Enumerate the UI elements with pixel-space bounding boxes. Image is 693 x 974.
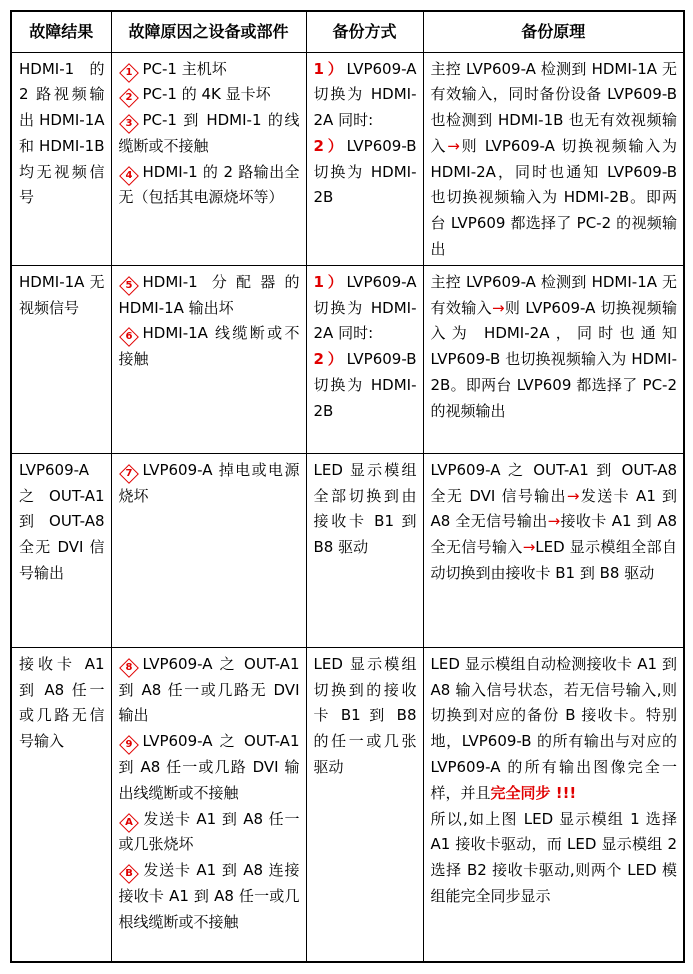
col-header-backup-method: 备份方式: [306, 11, 423, 52]
fault-result-cell: HDMI-1A 无视频信号: [11, 265, 111, 453]
table-row: [11, 647, 684, 962]
cause-item: [119, 858, 300, 935]
cause-text: PC-1 的 4K 显卡坏: [142, 85, 271, 104]
backup-method-cell: [306, 453, 423, 647]
text-segment: 则 LVP609-A 切换视频输入为 HDMI-2A，同时也通知 LVP609-B 也切换视频输入为 HDMI-2B。即两台 LVP609 都选择了 PC-2 的视频输出: [430, 136, 677, 259]
diamond-5-icon: 5: [119, 276, 139, 296]
text-segment: LED 显示模组全部自动切换到由接收卡 B1 到 B8 驱动: [430, 538, 677, 583]
fault-result-cell: HDMI-1 的 2 路视频输出 HDMI-1A 和 HDMI-1B 均无视频信号: [11, 52, 111, 265]
text-segment: LED 显示模组全部切换到由接收卡 B1 到 B8 驱动: [313, 460, 417, 557]
text-segment: 则 LVP609-A 切换视频输入为 HDMI-2A，同时也通知 LVP609-B 也切换视频输入为 HDMI-2B。即两台 LVP609 都选择了 PC-2 的视频输出: [430, 298, 677, 420]
text-segment: LVP609-B 切换为 HDMI-2B: [313, 350, 417, 420]
diamond-2-icon: 2: [119, 88, 139, 108]
highlighted-text: 1）: [313, 59, 347, 78]
diamond-7-icon: 7: [119, 464, 139, 484]
text-segment: LVP609-A 切换为 HDMI-2A 同时:: [313, 272, 417, 343]
highlighted-text: 完全同步 !!!: [490, 783, 577, 802]
fault-causes-cell: [111, 453, 306, 647]
highlighted-text: →: [447, 136, 460, 155]
diamond-1-icon: 1: [119, 63, 139, 83]
backup-principle-cell: [423, 52, 684, 265]
text-segment: 主控 LVP609-A 检测到 HDMI-1A 无有效输入，同时备份设备 LVP609-B 也检测到 HDMI-1B 也无有效视频输入: [430, 59, 677, 155]
col-header-fault-cause: 故障原因之设备或部件: [111, 11, 306, 52]
cause-text: PC-1 到 HDMI-1 的线缆断或不接触: [118, 111, 300, 155]
cause-item: [119, 270, 300, 322]
backup-principle-cell: [423, 647, 684, 962]
cause-text: PC-1 主机坏: [142, 59, 227, 78]
fault-result-cell: LVP609-A 之 OUT-A1 到 OUT-A8 全无 DVI 信号输出: [11, 453, 111, 647]
text-segment: 发送卡 A1 到 A8 全无信号输出: [430, 486, 677, 531]
cause-item: [119, 321, 300, 373]
col-header-fault-result: 故障结果: [11, 11, 111, 52]
cause-text: HDMI-1A 线缆断或不接触: [118, 324, 300, 369]
cause-text: LVP609-A 掉电或电源烧坏: [118, 460, 300, 505]
diamond-3-icon: 3: [119, 114, 139, 134]
cause-item: [119, 807, 300, 859]
text-segment: 接收卡 A1 到 A8 全无信号输入: [430, 512, 677, 557]
cause-item: [119, 458, 300, 510]
highlighted-text: →: [491, 298, 505, 317]
text-segment: 主控 LVP609-A 检测到 HDMI-1A 无有效输入: [430, 272, 677, 317]
backup-principle-cell: [423, 453, 684, 647]
table-row: [11, 52, 684, 265]
cause-item: [119, 108, 300, 160]
cause-item: [119, 160, 300, 212]
cause-text: LVP609-A 之 OUT-A1 到 A8 任一或几路 DVI 输出线缆断或不接触: [118, 732, 300, 802]
highlighted-text: 2）: [313, 136, 347, 155]
fault-backup-table: [10, 10, 685, 963]
fault-causes-cell: [111, 52, 306, 265]
cause-item: [119, 82, 300, 108]
fault-causes-cell: [111, 265, 306, 453]
cause-item: [119, 652, 300, 729]
diamond-A-icon: A: [119, 813, 139, 833]
text-segment: 所以,如上图 LED 显示模组 1 选择 A1 接收卡驱动，而 LED 显示模组 2 选择 B2 接收卡驱动,则两个 LED 模组能完全同步显示: [430, 809, 677, 906]
backup-method-cell: [306, 265, 423, 453]
cause-text: 发送卡 A1 到 A8 连接接收卡 A1 到 A8 任一或几根线缆断或不接触: [118, 861, 300, 931]
backup-method-cell: [306, 647, 423, 962]
backup-principle-cell: [423, 265, 684, 453]
table-row: [11, 453, 684, 647]
highlighted-text: →: [522, 538, 536, 557]
diamond-B-icon: B: [119, 864, 139, 884]
cause-text: HDMI-1 的 2 路输出全无（包括其电源烧坏等）: [118, 162, 300, 207]
cause-item: [119, 57, 300, 83]
cause-text: HDMI-1 分配器的 HDMI-1A 输出坏: [118, 272, 300, 317]
fault-result-cell: 接收卡 A1 到 A8 任一或几路无信号输入: [11, 647, 111, 962]
cause-text: LVP609-A 之 OUT-A1 到 A8 任一或几路无 DVI 输出: [118, 654, 300, 725]
text-segment: LVP609-A 之 OUT-A1 到 OUT-A8 全无 DVI 信号输出: [430, 460, 677, 505]
diamond-6-icon: 6: [119, 328, 139, 348]
highlighted-text: 2）: [313, 350, 347, 369]
table-body: [11, 52, 684, 962]
diamond-8-icon: 8: [119, 658, 139, 678]
highlighted-text: 1）: [313, 272, 347, 291]
fault-causes-cell: [111, 647, 306, 962]
table-row: [11, 265, 684, 453]
cause-text: 发送卡 A1 到 A8 任一或几张烧坏: [118, 809, 300, 854]
text-segment: LVP609-B 切换为 HDMI-2B: [313, 136, 417, 207]
header-row: [11, 11, 684, 52]
highlighted-text: →: [547, 512, 561, 531]
diamond-4-icon: 4: [119, 166, 139, 186]
backup-method-cell: [306, 52, 423, 265]
text-segment: LVP609-A 切换为 HDMI-2A 同时:: [313, 59, 417, 130]
text-segment: LED 显示模组自动检测接收卡 A1 到 A8 输入信号状态，若无信号输入,则切换到对应的备份 B 接收卡。特别地，LVP609-B 的所有输出与对应的 LVP609-A 的所有输出图像完全一样，并且: [430, 654, 677, 802]
cause-item: [119, 729, 300, 806]
text-segment: LED 显示模组切换到的接收卡 B1 到 B8 的任一或几张驱动: [313, 654, 417, 777]
col-header-backup-principle: 备份原理: [423, 11, 684, 52]
highlighted-text: →: [566, 486, 580, 505]
diamond-9-icon: 9: [119, 735, 139, 755]
